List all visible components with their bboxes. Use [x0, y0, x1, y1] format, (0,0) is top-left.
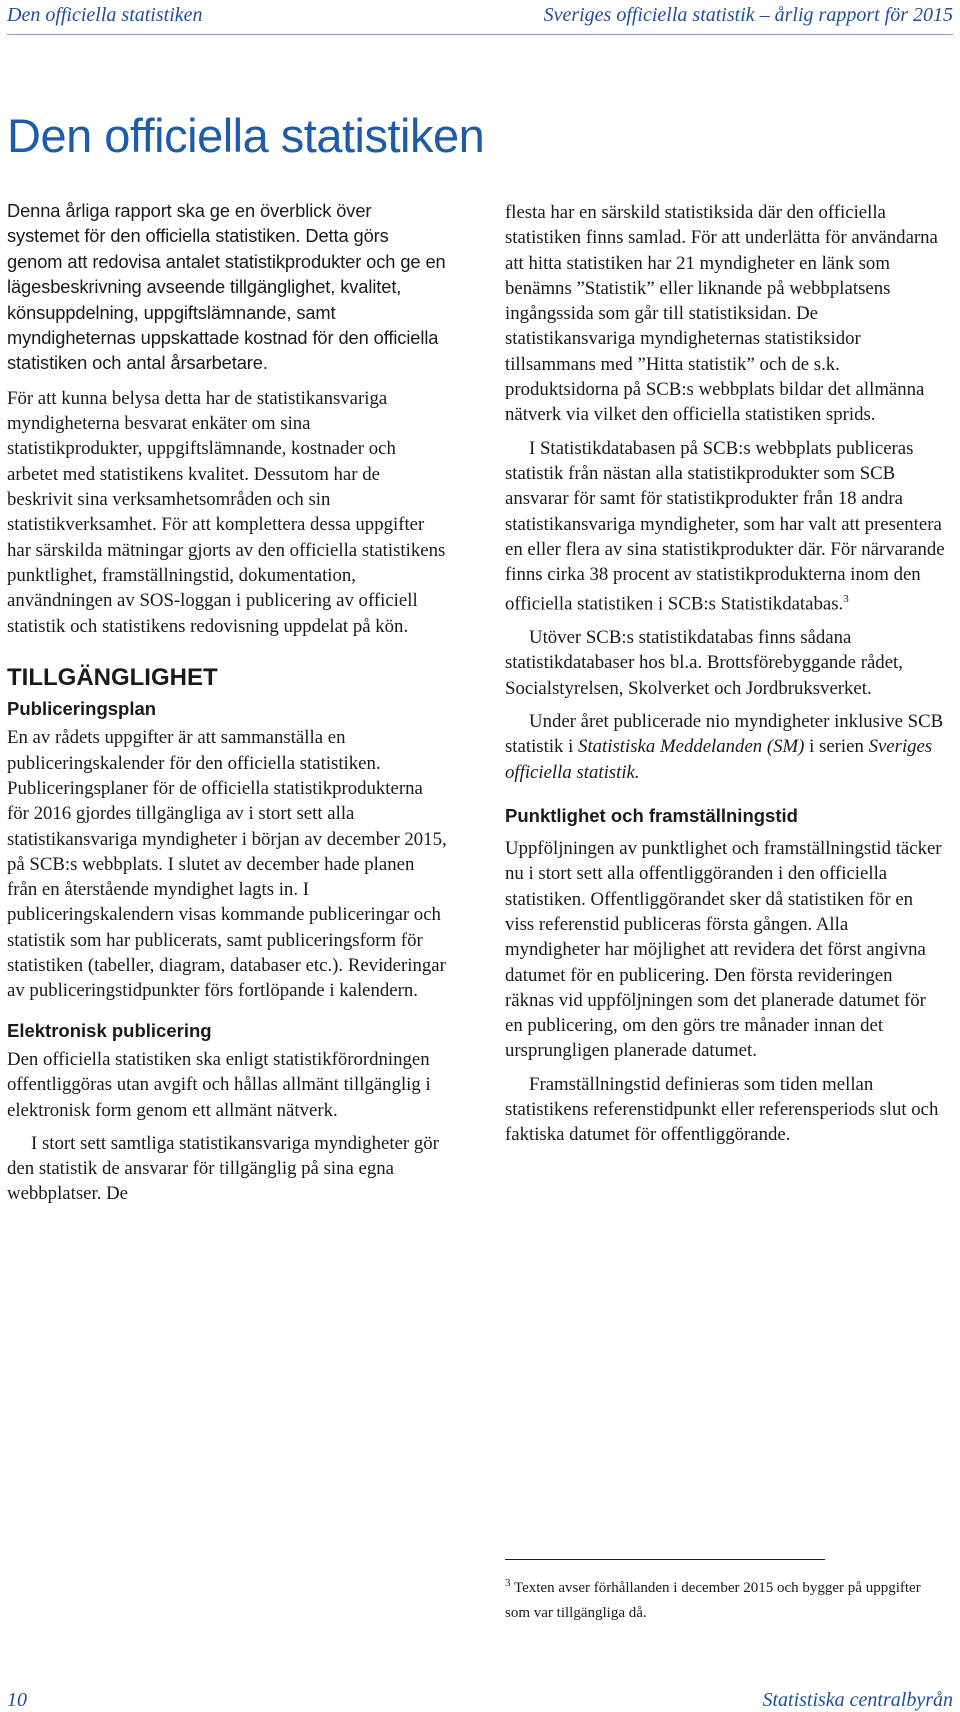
right-column: [505, 200, 945, 1148]
sm-text-mid: i serien: [804, 736, 869, 758]
footnote-rule: [505, 1559, 825, 1560]
running-header: [7, 0, 953, 34]
section-heading-tillganglighet: TILLGÄNGLIGHET: [7, 663, 218, 691]
footnote-reference: 3: [843, 593, 849, 606]
footnote: [505, 1571, 945, 1626]
footnote-text: Texten avser förhållanden i december 2015 och bygger på uppgifter som var tillgängliga då.: [505, 1580, 921, 1621]
statistiska-meddelanden-paragraph: [505, 709, 945, 785]
framstallningstid-paragraph: Framställningstid definieras som tiden mellan statistikens referenstidpunkt eller referensperiods slut och faktiska datumet för offentliggörande.: [505, 1073, 939, 1146]
sm-text-start: Under året publicerade nio myndigheter inklusive SCB statistik i: [505, 710, 944, 758]
subheading-punktlighet: Punktlighet och framställningstid: [505, 804, 798, 826]
sos-series-name: Sveriges officiella statistik.: [505, 736, 933, 783]
statistiksida-paragraph: flesta har en särskild statistiksida där den officiella statistiken finns samlad. För att underlätta för användarna att hitta statistiken har 21 myndigheter en länk som benämns ”Statistik” eller liknande på webbplatsens ingångssida som går till statistiksidan. De statistikansvariga myndigheternas statistiksidor tillsammans med ”Hitta statistik” och de s.k. produktsidorna på SCB:s webbplats bildar det allmänna nätverk via vilket den officiella statistiken sprids.: [505, 202, 938, 426]
statistikdatabaser-paragraph: Utöver SCB:s statistikdatabas finns sådana statistikdatabaser hos bl.a. Brottsförebyggande rådet, Socialstyrelsen, Skolverket och Jordbruksverket.: [505, 627, 903, 699]
intro-paragraph: Denna årliga rapport ska ge en överblick över systemet för den officiella statistiken. Detta görs genom att redovisa antalet statistikprodukter och ge en lägesbeskrivning avseende tillgänglighet, kvalitet, könsuppdelning, uppgiftslämnande, samt myndigheternas uppskattade kostnad för den officiella statistiken och antal årsarbetare.: [7, 200, 446, 374]
sm-series-name: Statistiska Meddelanden (SM): [578, 736, 805, 758]
left-column: [7, 198, 447, 1207]
page-title: Den officiella statistiken: [7, 109, 485, 162]
header-left-title: Den officiella statistiken: [7, 4, 203, 26]
survey-paragraph: För att kunna belysa detta har de statistikansvariga myndigheterna besvarat enkäter om sina statistikprodukter, uppgiftslämnande, kostnader och arbetet med statistikens kvalitet. Dessutom har de beskrivit sina verksamhetsområden och sin statistikverksamhet. För att komplettera dessa uppgifter har särskilda mätningar gjorts av den officiella statistikens punktlighet, framställningstid, dokumentation, användningen av SOS-loggan i publicering av officiell statistik och statistikens redovisning uppdelat på kön.: [7, 387, 446, 637]
webbplatser-paragraph: I stort sett samtliga statistikansvariga myndigheter gör den statistik de ansvarar för tillgänglig på sina egna webbplatser. De: [7, 1132, 439, 1205]
elektronisk-publicering-paragraph: Den officiella statistiken ska enligt statistikförordningen offentliggöras utan avgift och hållas allmänt tillgänglig i elektronisk form genom ett allmänt nätverk.: [7, 1048, 431, 1121]
subheading-elektronisk-publicering: Elektronisk publicering: [7, 1019, 212, 1041]
subheading-publiceringsplan: Publiceringsplan: [7, 698, 157, 720]
page-number: 10: [7, 1689, 27, 1711]
statistikdatabasen-text: I Statistikdatabasen på SCB:s webbplats publiceras statistik från nästan alla statistikprodukter som SCB ansvarar för samt för statistikprodukter från 18 andra statistikansvariga myndigheter, som har valt att presentera en eller flera av sina statistikprodukter där. För närvarande finns cirka 38 procent av statistikprodukterna inom den officiella statistiken i SCB:s Statistikdatabas.: [505, 437, 945, 615]
publiceringsplan-paragraph: En av rådets uppgifter är att sammanställa en publiceringskalender för den officiella statistiken. Publiceringsplaner för de officiella statistikprodukterna för 2016 gjordes tillgängliga av i stort sett alla statistikansvariga myndigheter i början av december 2015, på SCB:s webbplats. I slutet av december hade planen från en återstående myndighet lagts in. I publiceringskalendern visas kommande publiceringar och statistik som har publicerats, samt publiceringsform för statistiken (tabeller, diagram, databaser etc.). Revideringar av publiceringstidpunkter förs fortlöpande i kalendern.: [7, 727, 447, 1002]
punktlighet-paragraph: Uppföljningen av punktlighet och framställningstid täcker nu i stort sett alla offentliggöranden i den officiella statistiken. Offentliggörandet sker då statistiken för en viss referenstid publiceras första gången. Alla myndigheter har möjlighet att revidera det först angivna datumet för en publicering. Den första revideringen räknas vid uppföljningen som det planerade datumet för en publicering, om den görs tre månader innan det ursprungligen planerade datumet.: [505, 838, 942, 1062]
footnote-number: 3: [505, 1577, 511, 1589]
footer-publisher: Statistiska centralbyrån: [762, 1689, 953, 1711]
statistikdatabasen-paragraph: [505, 436, 945, 617]
header-right-title: Sveriges officiella statistik – årlig rapport för 2015: [543, 4, 953, 26]
header-rule: [7, 34, 953, 35]
